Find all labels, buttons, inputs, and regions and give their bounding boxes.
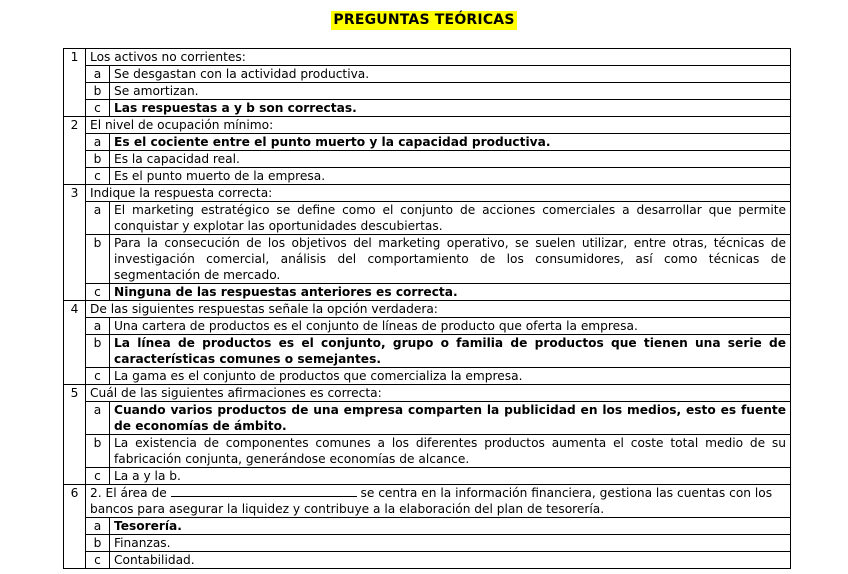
- question-number-spacer: [64, 518, 86, 535]
- question-number-spacer: [64, 66, 86, 83]
- option-row: [64, 318, 791, 335]
- option-text-correct: Las respuestas a y b son correctas.: [110, 100, 791, 117]
- option-row: [64, 151, 791, 168]
- question-row: [64, 49, 791, 66]
- option-letter: b: [86, 535, 110, 552]
- option-letter: b: [86, 435, 110, 468]
- question-number-spacer: [64, 552, 86, 569]
- option-text-correct: Tesorería.: [110, 518, 791, 535]
- question-number-spacer: [64, 468, 86, 485]
- page-title: PREGUNTAS TEÓRICAS: [333, 12, 515, 28]
- title-container: [0, 9, 848, 30]
- question-number: 5: [64, 385, 86, 402]
- option-row: [64, 202, 791, 235]
- option-text-correct: La línea de productos es el conjunto, grupo o familia de productos que tienen una serie de características comunes o semejantes.: [110, 335, 791, 368]
- option-row: [64, 66, 791, 83]
- fill-in-blank: [171, 485, 357, 497]
- option-letter: a: [86, 134, 110, 151]
- option-letter: a: [86, 318, 110, 335]
- option-row: [64, 518, 791, 535]
- question-number: 4: [64, 301, 86, 318]
- question-number-spacer: [64, 535, 86, 552]
- question-number-spacer: [64, 83, 86, 100]
- option-row: [64, 435, 791, 468]
- option-row: [64, 368, 791, 385]
- question-number-spacer: [64, 402, 86, 435]
- question-row: [64, 301, 791, 318]
- question-text-before-blank: 2. El área de: [90, 486, 167, 500]
- question-number: 2: [64, 117, 86, 134]
- option-text: Una cartera de productos es el conjunto de líneas de producto que oferta la empresa.: [110, 318, 791, 335]
- option-row: [64, 134, 791, 151]
- question-row: [64, 185, 791, 202]
- option-text-correct: Ninguna de las respuestas anteriores es correcta.: [110, 284, 791, 301]
- option-text: La gama es el conjunto de productos que comercializa la empresa.: [110, 368, 791, 385]
- question-text: Los activos no corrientes:: [86, 49, 791, 66]
- question-number-spacer: [64, 235, 86, 284]
- option-text: La a y la b.: [110, 468, 791, 485]
- question-number-spacer: [64, 435, 86, 468]
- option-letter: c: [86, 368, 110, 385]
- option-letter: b: [86, 83, 110, 100]
- option-letter: c: [86, 468, 110, 485]
- option-text: Finanzas.: [110, 535, 791, 552]
- question-number-spacer: [64, 284, 86, 301]
- question-text: Indique la respuesta correcta:: [86, 185, 791, 202]
- question-text-after-blank: se centra en la información financiera, gestiona las cuentas con los bancos para asegurar la liquidez y contribuye a la elaboración del plan de tesorería.: [90, 486, 773, 516]
- option-letter: c: [86, 100, 110, 117]
- question-row: [64, 485, 791, 518]
- option-letter: a: [86, 402, 110, 435]
- option-letter: a: [86, 202, 110, 235]
- option-text: Se desgastan con la actividad productiva.: [110, 66, 791, 83]
- question-row: [64, 117, 791, 134]
- option-letter: a: [86, 518, 110, 535]
- option-text: Contabilidad.: [110, 552, 791, 569]
- option-letter: c: [86, 168, 110, 185]
- question-text: El nivel de ocupación mínimo:: [86, 117, 791, 134]
- question-row: [64, 385, 791, 402]
- question-number-spacer: [64, 168, 86, 185]
- option-text: Se amortizan.: [110, 83, 791, 100]
- question-number-spacer: [64, 100, 86, 117]
- option-letter: b: [86, 235, 110, 284]
- question-number-spacer: [64, 202, 86, 235]
- option-row: [64, 83, 791, 100]
- question-number-spacer: [64, 368, 86, 385]
- option-text: Es la capacidad real.: [110, 151, 791, 168]
- option-text: El marketing estratégico se define como el conjunto de acciones comerciales a desarrollar que permite conquistar y explotar las oportunidades descubiertas.: [110, 202, 791, 235]
- option-letter: c: [86, 284, 110, 301]
- option-row: [64, 335, 791, 368]
- question-text: Cuál de las siguientes afirmaciones es correcta:: [86, 385, 791, 402]
- option-row: [64, 535, 791, 552]
- option-row: [64, 168, 791, 185]
- question-number-spacer: [64, 335, 86, 368]
- option-letter: c: [86, 552, 110, 569]
- option-row: [64, 235, 791, 284]
- option-text: Es el punto muerto de la empresa.: [110, 168, 791, 185]
- option-row: [64, 100, 791, 117]
- option-letter: b: [86, 335, 110, 368]
- option-letter: b: [86, 151, 110, 168]
- questions-table: [63, 48, 791, 569]
- question-number-spacer: [64, 318, 86, 335]
- option-text-correct: Cuando varios productos de una empresa comparten la publicidad en los medios, esto es fuente de economías de ámbito.: [110, 402, 791, 435]
- option-row: [64, 284, 791, 301]
- question-text: De las siguientes respuestas señale la opción verdadera:: [86, 301, 791, 318]
- option-row: [64, 402, 791, 435]
- question-number: 3: [64, 185, 86, 202]
- option-row: [64, 552, 791, 569]
- question-number-spacer: [64, 151, 86, 168]
- question-number-spacer: [64, 134, 86, 151]
- question-text: [86, 485, 791, 518]
- question-number: 1: [64, 49, 86, 66]
- question-number: 6: [64, 485, 86, 518]
- option-letter: a: [86, 66, 110, 83]
- option-text: Para la consecución de los objetivos del marketing operativo, se suelen utilizar, entre otras, técnicas de investigación comercial, análisis del comportamiento de los consumidores, así como técnicas de segmentación de mercado.: [110, 235, 791, 284]
- option-text: La existencia de componentes comunes a los diferentes productos aumenta el coste total medio de su fabricación conjunta, generándose economías de alcance.: [110, 435, 791, 468]
- option-row: [64, 468, 791, 485]
- option-text-correct: Es el cociente entre el punto muerto y la capacidad productiva.: [110, 134, 791, 151]
